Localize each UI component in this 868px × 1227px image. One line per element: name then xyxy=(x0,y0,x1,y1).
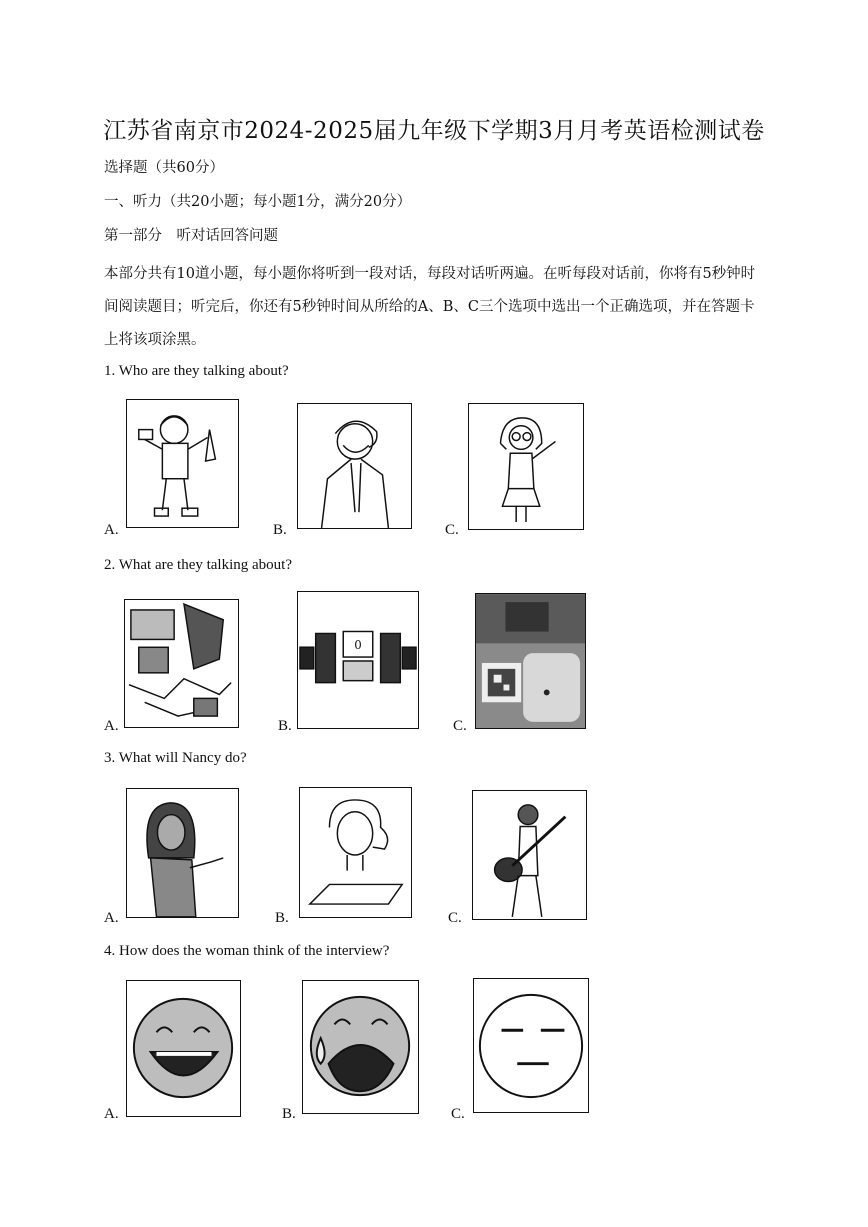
section-label: 选择题（共60分） xyxy=(104,160,224,176)
phone-mount-image[interactable] xyxy=(297,591,419,729)
guitar-girl-image[interactable] xyxy=(472,790,587,920)
presenter-image[interactable] xyxy=(126,788,239,918)
option-label-a: A. xyxy=(104,1106,119,1122)
instructions: 本部分共有10道小题，每小题你将听到一段对话，每段对话听两遍。在听每段对话前，你将有5秒钟时间阅读题目；听完后，你还有5秒钟时间从所给的A、B、C三个选项中选出一个正确选项，并在答题卡上将该项涂黑。 xyxy=(104,266,756,348)
question-1: 1. Who are they talking about? xyxy=(104,363,289,379)
option-label-c: C. xyxy=(445,522,459,538)
option-label-a: A. xyxy=(104,718,119,734)
option-label-b: B. xyxy=(273,522,287,538)
option-label-b: B. xyxy=(275,910,289,926)
option-label-c: C. xyxy=(453,718,467,734)
part-heading: 一、听力（共20小题；每小题1分，满分20分） xyxy=(104,194,412,210)
question-2: 2. What are they talking about? xyxy=(104,557,292,573)
option-label-b: B. xyxy=(282,1106,296,1122)
option-label-a: A. xyxy=(104,910,119,926)
crying-laughing-face-image[interactable] xyxy=(302,980,419,1114)
subpart-heading: 第一部分 听对话回答问题 xyxy=(104,228,278,244)
svg-text:0: 0 xyxy=(354,638,362,653)
page-title: 江苏省南京市2024-2025届九年级下学期3月月考英语检测试卷 xyxy=(103,118,765,144)
option-label-c: C. xyxy=(451,1106,465,1122)
girl-desk-image[interactable] xyxy=(299,787,412,918)
neutral-face-image[interactable] xyxy=(473,978,589,1113)
option-label-b: B. xyxy=(278,718,292,734)
option-label-c: C. xyxy=(448,910,462,926)
question-3: 3. What will Nancy do? xyxy=(104,750,247,766)
question-4: 4. How does the woman think of the interview? xyxy=(104,943,390,959)
laughing-face-image[interactable] xyxy=(126,980,241,1117)
messy-room-image[interactable] xyxy=(124,599,239,728)
doctor-image[interactable] xyxy=(297,403,412,529)
worker-image[interactable] xyxy=(126,399,239,528)
teacher-image[interactable] xyxy=(468,403,584,530)
qr-device-image[interactable] xyxy=(475,593,586,729)
option-label-a: A. xyxy=(104,522,119,538)
